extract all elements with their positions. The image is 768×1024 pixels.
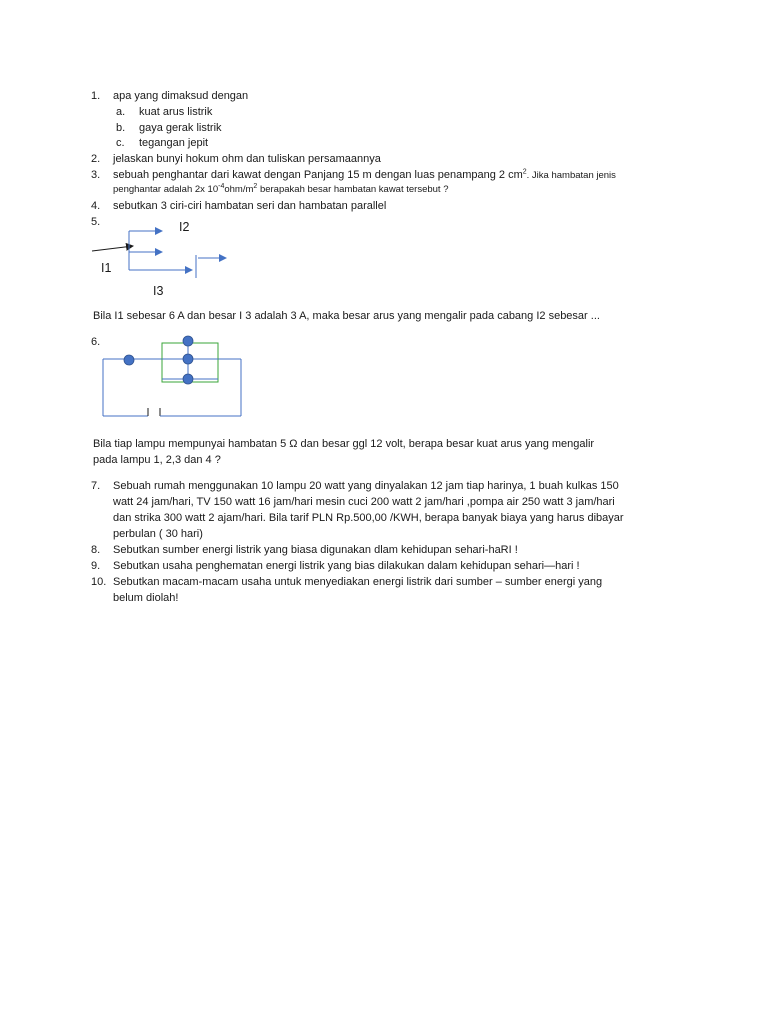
q1b-text: gaya gerak listrik	[139, 122, 222, 134]
q7-line1: Sebuah rumah menggunakan 10 lampu 20 watt yang dinyalakan 12 jam tiap harinya, 1 buah kulkas 150	[113, 480, 619, 492]
q1-number: 1.	[91, 90, 101, 102]
q1a-letter: a.	[116, 106, 126, 118]
parallel-current-diagram	[90, 222, 250, 282]
lamp-4-icon	[183, 374, 193, 384]
q1c-text: tegangan jepit	[139, 137, 209, 149]
i2-label: I2	[179, 220, 190, 234]
q10-line2: belum diolah!	[113, 592, 179, 604]
q7-line3: dan strika 300 watt 2 ajam/hari. Bila tarif PLN Rp.500,00 /KWH, berapa banyak biaya yang harus dibayar	[113, 512, 624, 524]
q10-number: 10.	[91, 576, 107, 588]
q3-line1: sebuah penghantar dari kawat dengan Panjang 15 m dengan luas penampang 2 $cm^2$. Jika hambatan jenis	[113, 168, 616, 181]
q3-line2: penghantar adalah 2x $10^{-4}ohm/m^2$ berapakah besar hambatan kawat tersebut ?	[113, 182, 449, 195]
i1-label: I1	[101, 261, 112, 275]
q6-line1: Bila tiap lampu mempunyai hambatan 5 Ω dan besar ggl 12 volt, berapa besar kuat arus yang mengalir	[93, 438, 595, 450]
q7-line2: watt 24 jam/hari, TV 150 watt 16 jam/hari mesin cuci 200 watt 2 jam/hari ,pompa air 250 watt 3 jam/hari	[113, 496, 615, 508]
q7-number: 7.	[91, 480, 101, 492]
i3-label: I3	[153, 284, 164, 298]
q10-line1: Sebutkan macam-macam usaha untuk menyediakan energi listrik dari sumber – sumber energi yang	[113, 576, 603, 588]
q9-text: Sebutkan usaha penghematan energi listrik yang bias dilakukan dalam kehidupan sehari—hari !	[113, 560, 580, 572]
q2-text: jelaskan bunyi hokum ohm dan tuliskan persamaannya	[113, 153, 381, 165]
lamp-3-icon	[183, 354, 193, 364]
q6-line2: pada lampu 1, 2,3 dan 4 ?	[93, 454, 221, 466]
q2-number: 2.	[91, 153, 101, 165]
q1a-text: kuat arus listrik	[139, 106, 213, 118]
q6-number: 6.	[91, 336, 101, 348]
q8-text: Sebutkan sumber energi listrik yang biasa digunakan dlam kehidupan sehari-haRI !	[113, 544, 518, 556]
lamp-circuit-diagram	[98, 332, 248, 417]
q7-line4: perbulan ( 30 hari)	[113, 528, 203, 540]
q3-number: 3.	[91, 169, 101, 181]
q1-text: apa yang dimaksud dengan	[113, 90, 249, 102]
q4-text: sebutkan 3 ciri-ciri hambatan seri dan hambatan parallel	[113, 200, 387, 212]
q5-text: Bila I1 sebesar 6 A dan besar I 3 adalah 3 A, maka besar arus yang mengalir pada cabang I2 sebesar ...	[93, 310, 600, 322]
q5-number: 5.	[91, 216, 101, 228]
lamp-2-icon	[183, 336, 193, 346]
q1b-letter: b.	[116, 122, 126, 134]
q1c-letter: c.	[116, 137, 125, 149]
q9-number: 9.	[91, 560, 101, 572]
q4-number: 4.	[91, 200, 101, 212]
lamp-1-icon	[124, 355, 134, 365]
q8-number: 8.	[91, 544, 101, 556]
